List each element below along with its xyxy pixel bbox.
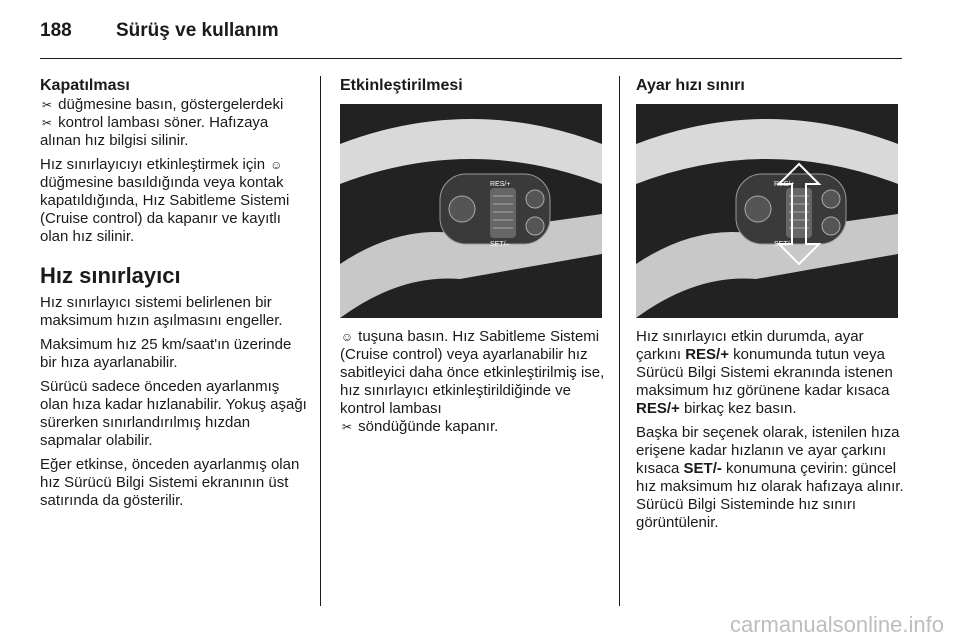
- column-divider-left: [320, 76, 321, 606]
- cruise-control-icon: ☺: [270, 158, 283, 172]
- paragraph-limiter-3: Sürücü sadece önceden ayarlanmış olan hıza kadar hızlanabilir. Yokuş aşağı sürerken sınırlandırılmış hızdan sapmalar olabilir.: [40, 378, 307, 449]
- steering-wheel-figure-arrows: [636, 104, 898, 318]
- section-title: Sürüş ve kullanım: [116, 20, 279, 41]
- paragraph-limiter-2: Maksimum hız 25 km/saat'ın üzerinde bir hıza ayarlanabilir.: [40, 336, 292, 371]
- speed-limiter-icon: ✂: [41, 116, 53, 130]
- header-rule: [40, 58, 902, 59]
- paragraph-speed-limit-1: Hız sınırlayıcı etkin durumda, ayar çarkını RES/+ konumunda tutun veya Sürücü Bilgi Sistemi ekranında istenen maksimum hız görünene kadar kısaca RES/+ birkaç kez basın.: [636, 328, 893, 417]
- column-1: [40, 76, 308, 516]
- watermark: carmanualsonline.info: [729, 612, 944, 637]
- steering-wheel-figure: [340, 104, 602, 318]
- subheading-activation: Etkinleştirilmesi: [340, 77, 463, 94]
- subheading-speed-limit-setting: Ayar hızı sınırı: [636, 77, 745, 94]
- paragraph-limiter-1: Hız sınırlayıcı sistemi belirlenen bir maksimum hızın aşılmasını engeller.: [40, 294, 283, 329]
- speed-limiter-icon: ✂: [341, 420, 353, 434]
- column-2: [340, 76, 608, 442]
- column-divider-right: [619, 76, 620, 606]
- subheading-deactivation: Kapatılması: [40, 77, 130, 94]
- paragraph-limiter-4: Eğer etkinse, önceden ayarlanmış olan hız Sürücü Bilgi Sistemi ekranının üst satırında da gösterilir.: [40, 456, 300, 509]
- page-number: 188: [40, 20, 72, 41]
- figure-label-set: SET/–: [774, 241, 794, 248]
- figure-label-res: RES/+: [774, 181, 795, 188]
- paragraph-activation: ☺ tuşuna basın. Hız Sabitleme Sistemi (Cruise control) veya ayarlanabilir hız sabitleyici daha önce etkinleştirilmiş ise, hız sınırlayıcı etkinleştirildiğinde ve kontrol lambası ✂ söndüğünde kapanır.: [340, 328, 605, 435]
- paragraph-deactivation-2: Hız sınırlayıcıyı etkinleştirmek için ☺ düğmesine basıldığında veya kontak kapatıldığında, Hız Sabitleme Sistemi (Cruise control) da kapanır ve kayıtlı olan hız silinir.: [40, 156, 290, 245]
- column-3: [636, 76, 908, 538]
- speed-limiter-icon: ✂: [41, 98, 53, 112]
- paragraph-speed-limit-2: Başka bir seçenek olarak, istenilen hıza erişene kadar hızlanın ve ayar çarkını kısaca SET/- konumuna çevirin: güncel hız maksimum hız olarak hafızaya alınır. Sürücü Bilgi Sisteminde hız sınırı görüntülenir.: [636, 424, 904, 531]
- paragraph-deactivation-1: ✂ düğmesine basın, göstergelerdeki ✂ kontrol lambası söner. Hafızaya alınan hız bilgisi silinir.: [40, 96, 284, 149]
- cruise-control-icon: ☺: [340, 330, 354, 344]
- section-title-speed-limiter: Hız sınırlayıcı: [40, 263, 181, 288]
- figure-label-res: RES/+: [490, 181, 511, 188]
- figure-label-set: SET/–: [490, 241, 510, 248]
